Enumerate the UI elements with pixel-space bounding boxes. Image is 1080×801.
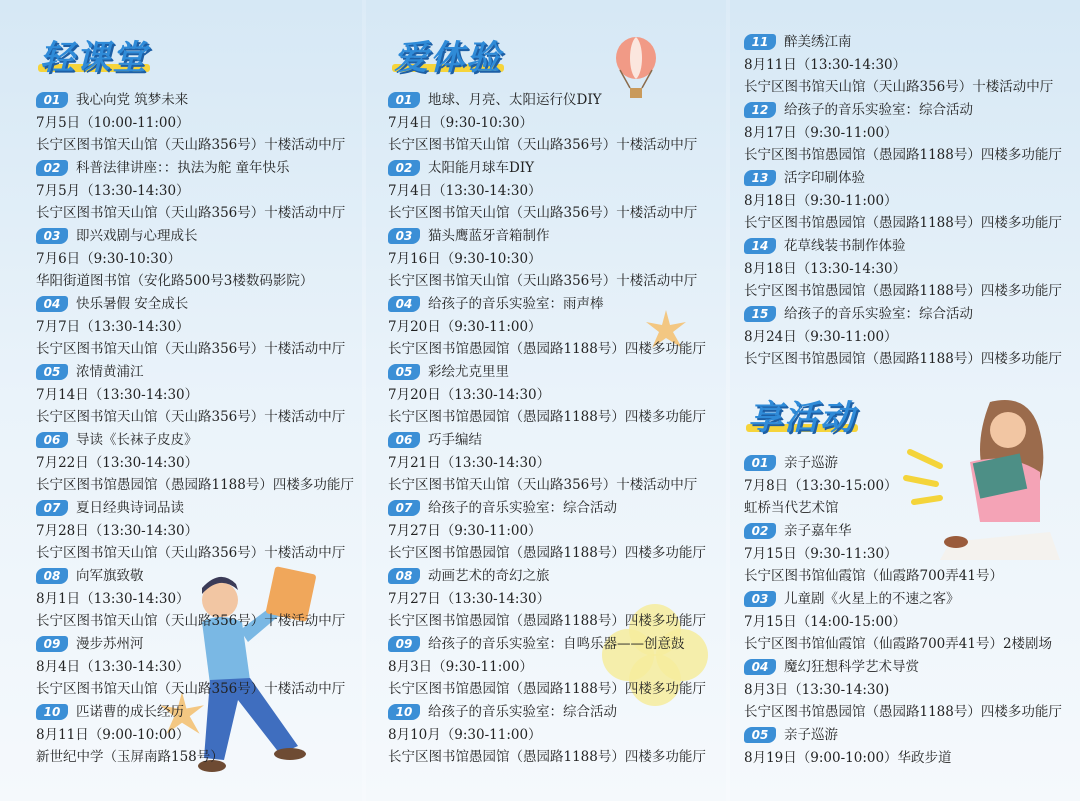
event-date: 7月5日（10:00-11:00） [36,115,190,131]
event-date: 8月18日（9:30-11:00） [744,193,898,209]
list-item [388,432,482,448]
event-name: 匹诺曹的成长经历 [76,704,184,720]
event-name: 给孩子的音乐实验室：综合活动 [428,500,617,516]
event-venue: 长宁区图书馆仙霞馆（仙霞路700弄41号） [744,568,1003,584]
event-date: 7月28日（13:30-14:30） [36,523,199,539]
event-name: 快乐暑假 安全成长 [76,296,189,312]
list-item [744,727,838,743]
event-date: 7月6日（9:30-10:30） [36,251,181,267]
event-number-badge: 10 [36,704,68,720]
event-date: 7月8日（13:30-15:00） [744,478,898,494]
event-date: 8月10月（9:30-11:00） [388,727,542,743]
event-venue: 新世纪中学（玉屏南路158号） [36,749,224,765]
event-venue: 长宁区图书馆天山馆（天山路356号）十楼活动中厅 [36,137,346,153]
event-venue: 长宁区图书馆天山馆（天山路356号）十楼活动中厅 [36,613,346,629]
event-number-badge: 03 [744,591,776,607]
event-number-badge: 03 [36,228,68,244]
event-date: 7月20日（13:30-14:30） [388,387,551,403]
event-date: 7月15日（9:30-11:30） [744,546,898,562]
list-item [744,591,960,607]
event-date: 8月1日（13:30-14:30） [36,591,190,607]
event-venue: 长宁区图书馆愚园馆（愚园路1188号）四楼多功能厅 [744,283,1062,299]
event-venue: 长宁区图书馆仙霞馆（仙霞路700弄41号）2楼剧场 [744,636,1053,652]
event-number-badge: 12 [744,102,776,118]
girl-reading-illustration [900,392,1070,562]
event-number-badge: 09 [388,636,420,652]
event-name: 活字印刷体验 [784,170,865,186]
list-item [388,92,602,108]
event-date: 7月27日（9:30-11:00） [388,523,542,539]
event-venue: 长宁区图书馆愚园馆（愚园路1188号）四楼多功能厅 [388,749,706,765]
event-venue: 长宁区图书馆愚园馆（愚园路1188号）四楼多功能厅 [388,681,706,697]
list-item [388,160,534,176]
event-venue: 长宁区图书馆愚园馆（愚园路1188号）四楼多功能厅 [744,351,1062,367]
event-venue: 长宁区图书馆天山馆（天山路356号）十楼活动中厅 [36,205,346,221]
event-venue: 长宁区图书馆愚园馆（愚园路1188号）四楼多功能厅 [744,704,1062,720]
event-date: 7月5月（13:30-14:30） [36,183,190,199]
list-item [388,636,685,652]
event-name: 地球、月亮、太阳运行仪DIY [428,92,602,108]
event-name: 即兴戏剧与心理成长 [76,228,198,244]
list-item [744,170,865,186]
event-venue: 长宁区图书馆愚园馆（愚园路1188号）四楼多功能厅 [744,147,1062,163]
boy-reading-illustration [180,560,340,780]
event-number-badge: 05 [388,364,420,380]
event-number-badge: 15 [744,306,776,322]
event-number-badge: 01 [388,92,420,108]
event-number-badge: 14 [744,238,776,254]
event-date: 7月22日（13:30-14:30） [36,455,199,471]
event-venue: 长宁区图书馆天山馆（天山路356号）十楼活动中厅 [36,409,346,425]
event-name: 动画艺术的奇幻之旅 [428,568,550,584]
list-item [744,102,973,118]
list-item [36,364,144,380]
event-name: 猫头鹰蓝牙音箱制作 [428,228,550,244]
event-venue: 长宁区图书馆天山馆（天山路356号）十楼活动中厅 [36,545,346,561]
event-number-badge: 05 [36,364,68,380]
event-date: 7月4日（9:30-10:30） [388,115,533,131]
event-venue: 长宁区图书馆天山馆（天山路356号）十楼活动中厅 [388,137,698,153]
event-name: 漫步苏州河 [76,636,144,652]
event-venue: 长宁区图书馆天山馆（天山路356号）十楼活动中厅 [388,477,698,493]
event-name: 彩绘尤克里里 [428,364,509,380]
list-item [36,568,144,584]
list-item [388,228,550,244]
list-item [744,306,973,322]
event-name: 儿童剧《火星上的不速之客》 [784,591,960,607]
list-item [36,160,290,176]
event-date: 7月16日（9:30-10:30） [388,251,542,267]
event-date: 7月14日（13:30-14:30） [36,387,199,403]
event-name: 亲子巡游 [784,455,838,471]
list-item [36,228,198,244]
list-item [36,704,184,720]
section-title-love-experience: 爱体验 [394,38,502,78]
event-date: 7月7日（13:30-14:30） [36,319,190,335]
event-date: 7月4日（13:30-14:30） [388,183,542,199]
event-name: 醉美绣江南 [784,34,852,50]
list-item [388,704,617,720]
event-date: 8月17日（9:30-11:00） [744,125,898,141]
event-name: 亲子嘉年华 [784,523,852,539]
list-item [388,500,617,516]
event-date: 8月4日（13:30-14:30） [36,659,190,675]
event-date: 8月11日（13:30-14:30） [744,57,907,73]
event-name: 我心向党 筑梦未来 [76,92,189,108]
event-number-badge: 11 [744,34,776,50]
list-item [744,34,852,50]
event-date: 7月20日（9:30-11:00） [388,319,542,335]
event-date: 7月27日（13:30-14:30） [388,591,551,607]
event-number-badge: 09 [36,636,68,652]
event-number-badge: 04 [36,296,68,312]
event-name: 给孩子的音乐实验室：综合活动 [428,704,617,720]
event-venue: 虹桥当代艺术馆 [744,500,839,516]
event-number-badge: 02 [744,523,776,539]
event-venue: 长宁区图书馆愚园馆（愚园路1188号）四楼多功能厅 [388,545,706,561]
event-number-badge: 06 [388,432,420,448]
event-venue: 长宁区图书馆愚园馆（愚园路1188号）四楼多功能厅 [744,215,1062,231]
event-date: 7月21日（13:30-14:30） [388,455,551,471]
list-item [36,432,198,448]
list-item [744,659,919,675]
event-date: 8月11日（9:00-10:00） [36,727,190,743]
event-name: 科普法律讲座：：执法为舵 童年快乐 [76,160,290,176]
list-item [36,500,184,516]
event-name: 巧手编结 [428,432,482,448]
event-date: 8月24日（9:30-11:00） [744,329,898,345]
list-item [744,238,906,254]
event-name: 魔幻狂想科学艺术导赏 [784,659,919,675]
list-item [388,296,604,312]
event-name: 夏日经典诗词品读 [76,500,184,516]
event-name: 给孩子的音乐实验室：雨声棒 [428,296,604,312]
event-number-badge: 01 [36,92,68,108]
section-title-enjoy-activities: 享活动 [748,398,856,438]
event-number-badge: 13 [744,170,776,186]
event-number-badge: 07 [36,500,68,516]
event-venue: 华阳街道图书馆（安化路500号3楼数码影院） [36,273,314,289]
event-name: 导读《长袜子皮皮》 [76,432,198,448]
event-venue: 长宁区图书馆愚园馆（愚园路1188号）四楼多功能厅 [388,341,706,357]
list-item [388,568,550,584]
event-venue: 长宁区图书馆愚园馆（愚园路1188号）四楼多功能厅 [388,409,706,425]
list-item [744,455,838,471]
event-number-badge: 08 [36,568,68,584]
event-venue: 长宁区图书馆天山馆（天山路356号）十楼活动中厅 [388,205,698,221]
event-number-badge: 02 [36,160,68,176]
event-number-badge: 03 [388,228,420,244]
event-number-badge: 07 [388,500,420,516]
event-name: 花草线装书制作体验 [784,238,906,254]
event-number-badge: 04 [744,659,776,675]
event-number-badge: 02 [388,160,420,176]
event-number-badge: 10 [388,704,420,720]
event-venue: 长宁区图书馆愚园馆（愚园路1188号）四楼多功能厅 [36,477,354,493]
event-date: 8月18日（13:30-14:30） [744,261,907,277]
event-venue: 长宁区图书馆天山馆（天山路356号）十楼活动中厅 [744,79,1054,95]
event-number-badge: 01 [744,455,776,471]
event-date: 8月3日（9:30-11:00） [388,659,533,675]
event-number-badge: 05 [744,727,776,743]
event-venue: 长宁区图书馆愚园馆（愚园路1188号）四楼多功能厅 [388,613,706,629]
event-date: 8月19日（9:00-10:00）华政步道 [744,750,952,766]
event-venue: 长宁区图书馆天山馆（天山路356号）十楼活动中厅 [36,681,346,697]
list-item [744,523,852,539]
event-name: 亲子巡游 [784,727,838,743]
event-number-badge: 06 [36,432,68,448]
event-name: 给孩子的音乐实验室：综合活动 [784,102,973,118]
event-date: 7月15日（14:00-15:00） [744,614,907,630]
list-item [36,636,144,652]
event-name: 太阳能月球车DIY [428,160,535,176]
event-venue: 长宁区图书馆天山馆（天山路356号）十楼活动中厅 [36,341,346,357]
hot-air-balloon-icon [612,36,660,102]
event-date: 8月3日（13:30-14:30) [744,682,890,698]
event-name: 向军旗致敬 [76,568,144,584]
list-item [36,296,188,312]
event-number-badge: 08 [388,568,420,584]
list-item [388,364,509,380]
event-name: 给孩子的音乐实验室：自鸣乐器——创意鼓 [428,636,685,652]
event-name: 给孩子的音乐实验室：综合活动 [784,306,973,322]
list-item [36,92,188,108]
event-venue: 长宁区图书馆天山馆（天山路356号）十楼活动中厅 [388,273,698,289]
event-name: 浓情黄浦江 [76,364,144,380]
section-title-light-classroom: 轻课堂 [40,38,148,78]
event-number-badge: 04 [388,296,420,312]
